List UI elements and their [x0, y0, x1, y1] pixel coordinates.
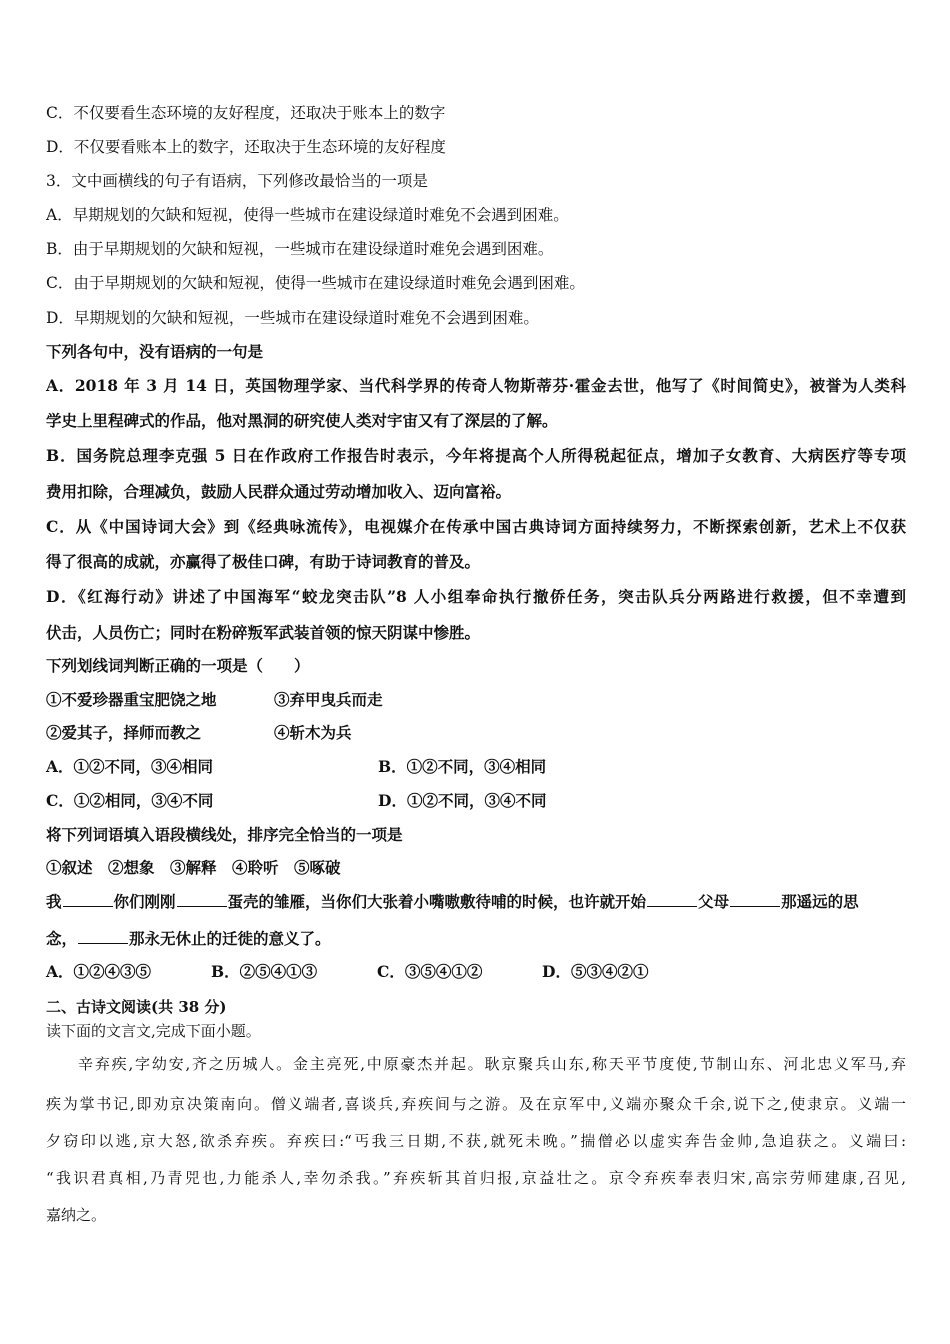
q6-text-segment: 那遥远的思	[781, 892, 859, 911]
q4-option-c-line1: C．从《中国诗词大会》到《经典咏流传》，电视媒介在传承中国古典诗词方面持续努力，不断探索创新，艺术上不仅获	[46, 517, 906, 536]
q3-option-a: A．早期规划的欠缺和短视，使得一些城市在建设绿道时难免不会遇到困难。	[46, 206, 569, 224]
q5-options-row1	[46, 757, 906, 777]
q5-stem: 下列划线词判断正确的一项是（ ）	[46, 656, 310, 675]
q3-stem: 3．文中画横线的句子有语病，下列修改最恰当的一项是	[46, 172, 428, 190]
q5-item-1: ①不爱珍器重宝肥饶之地	[46, 690, 217, 709]
q5-option-c: C．①②相同，③④不同	[46, 791, 214, 810]
passage-line-3: 夕窃印以逃,京大怒,欲杀弃疾。弃疾曰:“丐我三日期,不获,就死未晚。”揣僧必以虚实奔告金帅,急追获之。义端曰:	[46, 1132, 906, 1150]
q6-text-segment: 你们刚刚	[113, 892, 176, 911]
q6-paragraph-line2	[46, 929, 906, 949]
q6-text-segment: 我	[46, 892, 62, 911]
q4-option-a-line1: A．2018 年 3 月 14 日，英国物理学家、当代科学界的传奇人物斯蒂芬·霍金去世，他写了《时间简史》，被誉为人类科	[46, 376, 906, 395]
answer-blank	[78, 929, 128, 944]
q6-text-segment: 那永无休止的迁徙的意义了。	[129, 929, 331, 948]
q5-option-b: B．①②不同，③④相同	[378, 757, 547, 776]
q5-options-row2	[46, 791, 906, 811]
q4-option-d-line2: 伏击，人员伤亡；同时在粉碎叛军武装首领的惊天阴谋中惨胜。	[46, 623, 481, 642]
q5-item-3: ③弃甲曳兵而走	[274, 690, 383, 709]
section-instruction: 读下面的文言文,完成下面小题。	[46, 1022, 261, 1040]
q3-option-d: D．早期规划的欠缺和短视，一些城市在建设绿道时难免不会遇到困难。	[46, 309, 539, 327]
q5-items-row2	[46, 723, 906, 743]
passage-line-5: 嘉纳之。	[46, 1206, 107, 1224]
q3-option-c: C．由于早期规划的欠缺和短视，使得一些城市在建设绿道时难免会遇到困难。	[46, 274, 585, 292]
q5-item-2: ②爱其子，择师而教之	[46, 723, 202, 742]
section-heading: 二、古诗文阅读(共 38 分)	[46, 998, 227, 1016]
q5-option-d: D．①②不同，③④不同	[378, 791, 547, 810]
q5-option-a: A．①②不同，③④相同	[46, 757, 214, 776]
answer-blank	[730, 892, 780, 907]
q6-option-b: B．②⑤④①③	[211, 962, 318, 981]
q4-option-b-line2: 费用扣除，合理减负，鼓励人民群众通过劳动增加收入、迈向富裕。	[46, 482, 512, 501]
q4-option-d-line1: D．《红海行动》讲述了中国海军“蛟龙突击队”8 人小组奉命执行撤侨任务，突击队兵分两路进行救援，但不幸遭到	[46, 587, 906, 606]
q3-option-b: B．由于早期规划的欠缺和短视，一些城市在建设绿道时难免会遇到困难。	[46, 240, 554, 258]
q6-options	[46, 962, 906, 982]
q6-text-segment: 蛋壳的雏雁，当你们大张着小嘴嗷敷待哺的时候，也许就开始	[227, 892, 647, 911]
q4-stem: 下列各句中，没有语病的一句是	[46, 342, 264, 361]
q6-text-segment: 父母	[698, 892, 730, 911]
q6-words: ①叙述 ②想象 ③解释 ④聆听 ⑤啄破	[46, 858, 341, 877]
q6-option-d: D．⑤③④②①	[542, 962, 649, 981]
passage-line-1: 辛弃疾,字幼安,齐之历城人。金主亮死,中原豪杰并起。耿京聚兵山东,称天平节度使,节制山东、河北忠义军马,弃	[78, 1055, 906, 1073]
answer-blank	[647, 892, 697, 907]
q4-option-b-line1: B．国务院总理李克强 5 日在作政府工作报告时表示，今年将提高个人所得税起征点，增加子女教育、大病医疗等专项	[46, 446, 906, 465]
passage-line-4: “我识君真相,乃青兕也,力能杀人,幸勿杀我。”弃疾斩其首归报,京益壮之。京令弃疾奉表归宋,高宗劳师建康,召见,	[46, 1169, 906, 1187]
q5-item-4: ④斩木为兵	[274, 723, 352, 742]
answer-blank	[177, 892, 227, 907]
q6-paragraph-line1	[46, 892, 906, 912]
q5-items-row1	[46, 690, 906, 710]
passage-line-2: 疾为掌书记,即劝京决策南向。僧义端者,喜谈兵,弃疾间与之游。及在京军中,义端亦聚众千余,说下之,使隶京。义端一	[46, 1095, 906, 1113]
q4-option-a-line2: 学史上里程碑式的作品，他对黑洞的研究使人类对宇宙又有了深层的了解。	[46, 411, 558, 430]
answer-blank	[63, 892, 113, 907]
q6-option-c: C．③⑤④①②	[377, 962, 483, 981]
q6-text-segment: 念，	[46, 929, 78, 948]
q4-option-c-line2: 得了很高的成就，亦赢得了极佳口碑，有助于诗词教育的普及。	[46, 552, 481, 571]
q2-option-c: C．不仅要看生态环境的友好程度，还取决于账本上的数字	[46, 104, 446, 122]
q6-option-a: A．①②④③⑤	[46, 962, 152, 981]
q6-stem: 将下列词语填入语段横线处，排序完全恰当的一项是	[46, 825, 403, 844]
q2-option-d: D．不仅要看账本上的数字，还取决于生态环境的友好程度	[46, 138, 446, 156]
